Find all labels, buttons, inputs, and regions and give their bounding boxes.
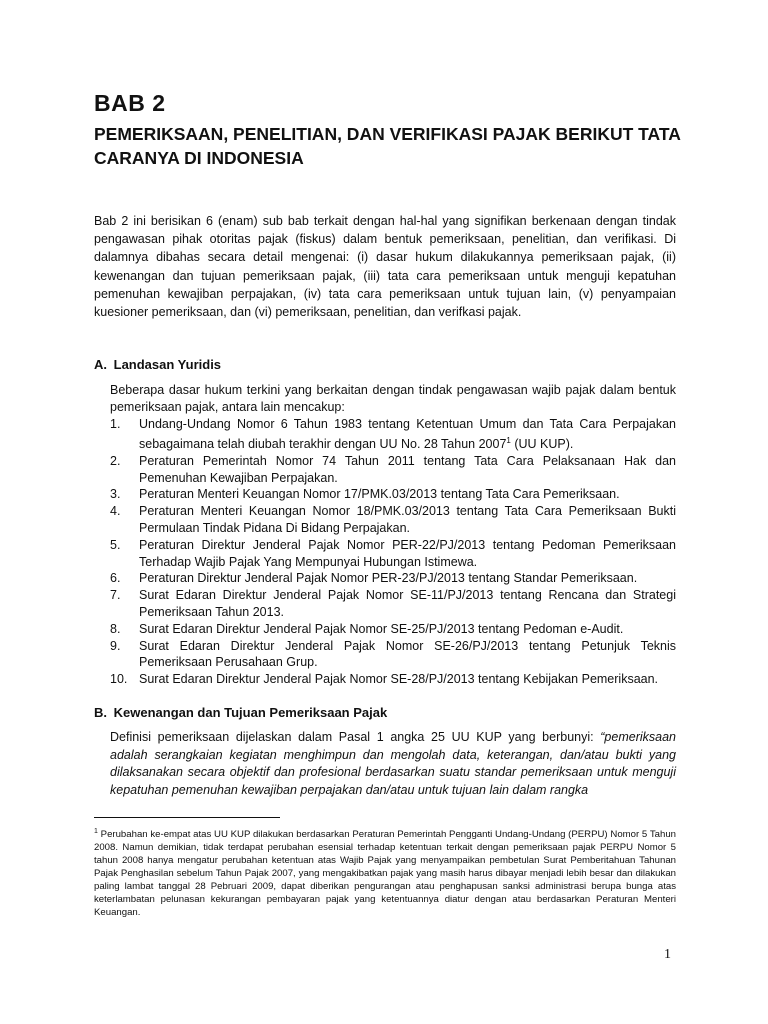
legal-basis-list xyxy=(110,416,676,688)
list-item-text: Surat Edaran Direktur Jenderal Pajak Nomor SE-25/PJ/2013 tentang Pedoman e-Audit. xyxy=(139,621,624,636)
list-item-number: 8. xyxy=(110,621,121,636)
footnote-text: Perubahan ke-empat atas UU KUP dilakukan berdasarkan Peraturan Pemerintah Pengganti Undang-Undang (PERPU) Nomor 5 Tahun 2008. Namun demikian, tidak terdapat perubahan esensial terhadap ketentuan terkait dengan pemeriksaan pajak PERPU Nomor 5 tahun 2008 hanya mengatur perubahan ketentuan atas Wajib Pajak yang menyampaikan pembetulan Surat Pemberitahuan Tahunan Pajak Penghasilan sebelum Tahun Pajak 2007, yang mengakibatkan pajak yang masih harus dibayar menjadi lebih besar dan dilakukan paling lambat tanggal 28 Pebruari 2009, dapat diberikan pengurangan atau penghapusan sanksi administrasi berupa bunga atas keterlambatan pelunasan kekurangan pembayaran pajak yang ketentuannya diatur dengan atau berdasarkan Peraturan Menteri Keuangan. xyxy=(94,829,676,918)
list-item-text xyxy=(139,416,676,453)
list-item xyxy=(110,638,676,672)
list-item xyxy=(110,587,676,621)
section-a-heading xyxy=(94,357,221,372)
list-item-text: Surat Edaran Direktur Jenderal Pajak Nomor SE-11/PJ/2013 tentang Rencana dan Strategi Pemeriksaan Tahun 2013. xyxy=(139,588,676,619)
list-item-number: 1. xyxy=(110,417,121,431)
definition-paragraph xyxy=(110,729,676,799)
footnote-mark: 1 xyxy=(94,828,98,835)
chapter-title: PEMERIKSAAN, PENELITIAN, DAN VERIFIKASI PAJAK BERIKUT TATA CARANYA DI INDONESIA xyxy=(94,124,681,168)
intro-paragraph: Bab 2 ini berisikan 6 (enam) sub bab terkait dengan hal-hal yang signifikan berkenaan dengan tindak pengawasan pihak otoritas pajak (fiskus) dalam bentuk pemeriksaan, penelitian, dan verifikasi. Di dalamnya dibahas secara detail mengenai: (i) dasar hukum dilakukannya pemeriksaan pajak, (ii) kewenangan dan tujuan pemeriksaan pajak, (iii) tata cara pemeriksaan untuk menguji kepatuhan pemenuhan kewajiban perpajakan, (iv) tata cara pemeriksaan untuk tujuan lain, (v) penyampaian kuesioner pemeriksaan, dan (vi) pemeriksaan, penelitian, dan verifkasi pajak. xyxy=(94,214,676,320)
footnote-ref-1[interactable]: 1 xyxy=(506,435,511,445)
list-item-text: Peraturan Direktur Jenderal Pajak Nomor PER-23/PJ/2013 tentang Standar Pemeriksaan. xyxy=(139,571,638,586)
definition-intro: Definisi pemeriksaan dijelaskan dalam Pasal 1 angka 25 UU KUP yang berbunyi: xyxy=(110,730,601,744)
list-item-text: Peraturan Menteri Keuangan Nomor 17/PMK.03/2013 tentang Tata Cara Pemeriksaan. xyxy=(139,487,620,502)
footnote-divider xyxy=(94,817,280,818)
list-item-text: Surat Edaran Direktur Jenderal Pajak Nomor SE-28/PJ/2013 tentang Kebijakan Pemeriksaan. xyxy=(139,672,659,687)
list-item xyxy=(110,453,676,487)
list-item xyxy=(110,486,676,503)
definition-quote: “pemeriksaan adalah serangkaian kegiatan menghimpun dan mengolah data, keterangan, dan/atau bukti yang dilaksanakan secara objektif dan profesional berdasarkan suatu standar pemeriksaan untuk menguji kepatuhan pemenuhan kewajiban perpajakan dan/atau untuk tujuan lain dalam rangka xyxy=(110,730,676,797)
list-item-number: 6. xyxy=(110,571,121,586)
list-item-text: Surat Edaran Direktur Jenderal Pajak Nomor SE-26/PJ/2013 tentang Petunjuk Teknis Pemeriksaan Perusahaan Grup. xyxy=(139,638,676,670)
section-a-lead: Beberapa dasar hukum terkini yang berkaitan dengan tindak pengawasan wajib pajak dalam bentuk pemeriksaan pajak, antara lain mencakup: xyxy=(110,383,676,414)
list-item-number: 2. xyxy=(110,453,121,468)
list-item-number: 4. xyxy=(110,504,121,519)
chapter-label: BAB 2 xyxy=(94,90,166,116)
list-item-text: Peraturan Pemerintah Nomor 74 Tahun 2011 tentang Tata Cara Pelaksanaan Hak dan Pemenuhan Kewajiban Perpajakan. xyxy=(139,453,676,485)
list-item xyxy=(110,570,676,587)
list-item-text: Peraturan Menteri Keuangan Nomor 18/PMK.03/2013 tentang Tata Cara Pemeriksaan Bukti Permulaan Tindak Pidana Di Bidang Perpajakan. xyxy=(139,504,676,535)
footnote xyxy=(94,826,676,920)
section-a-letter: A. xyxy=(94,357,107,372)
list-item-text: Peraturan Direktur Jenderal Pajak Nomor PER-22/PJ/2013 tentang Pedoman Pemeriksaan Terhadap Wajib Pajak Yang Mempunyai Hubungan Istimewa. xyxy=(139,537,676,569)
section-a-title: Landasan Yuridis xyxy=(113,357,222,372)
section-b-title: Kewenangan dan Tujuan Pemeriksaan Pajak xyxy=(113,705,388,720)
section-b-letter: B. xyxy=(94,705,107,720)
list-item-number: 10. xyxy=(110,672,128,687)
list-item-text-main: Undang-Undang Nomor 6 Tahun 1983 tentang Ketentuan Umum dan Tata Cara Perpajakan sebagaimana telah diubah terakhir dengan UU No. 28 Tahun 2007 xyxy=(139,417,676,451)
list-item xyxy=(110,416,676,453)
list-item-number: 5. xyxy=(110,537,121,552)
list-item-number: 9. xyxy=(110,638,121,653)
page-number: 1 xyxy=(664,947,671,962)
list-item-number: 3. xyxy=(110,487,121,502)
list-item xyxy=(110,671,676,688)
list-item-number: 7. xyxy=(110,588,121,603)
list-item-text-tail: (UU KUP). xyxy=(510,436,574,451)
list-item xyxy=(110,537,676,571)
list-item xyxy=(110,621,676,638)
section-b-heading xyxy=(94,705,387,720)
list-item xyxy=(110,503,676,537)
